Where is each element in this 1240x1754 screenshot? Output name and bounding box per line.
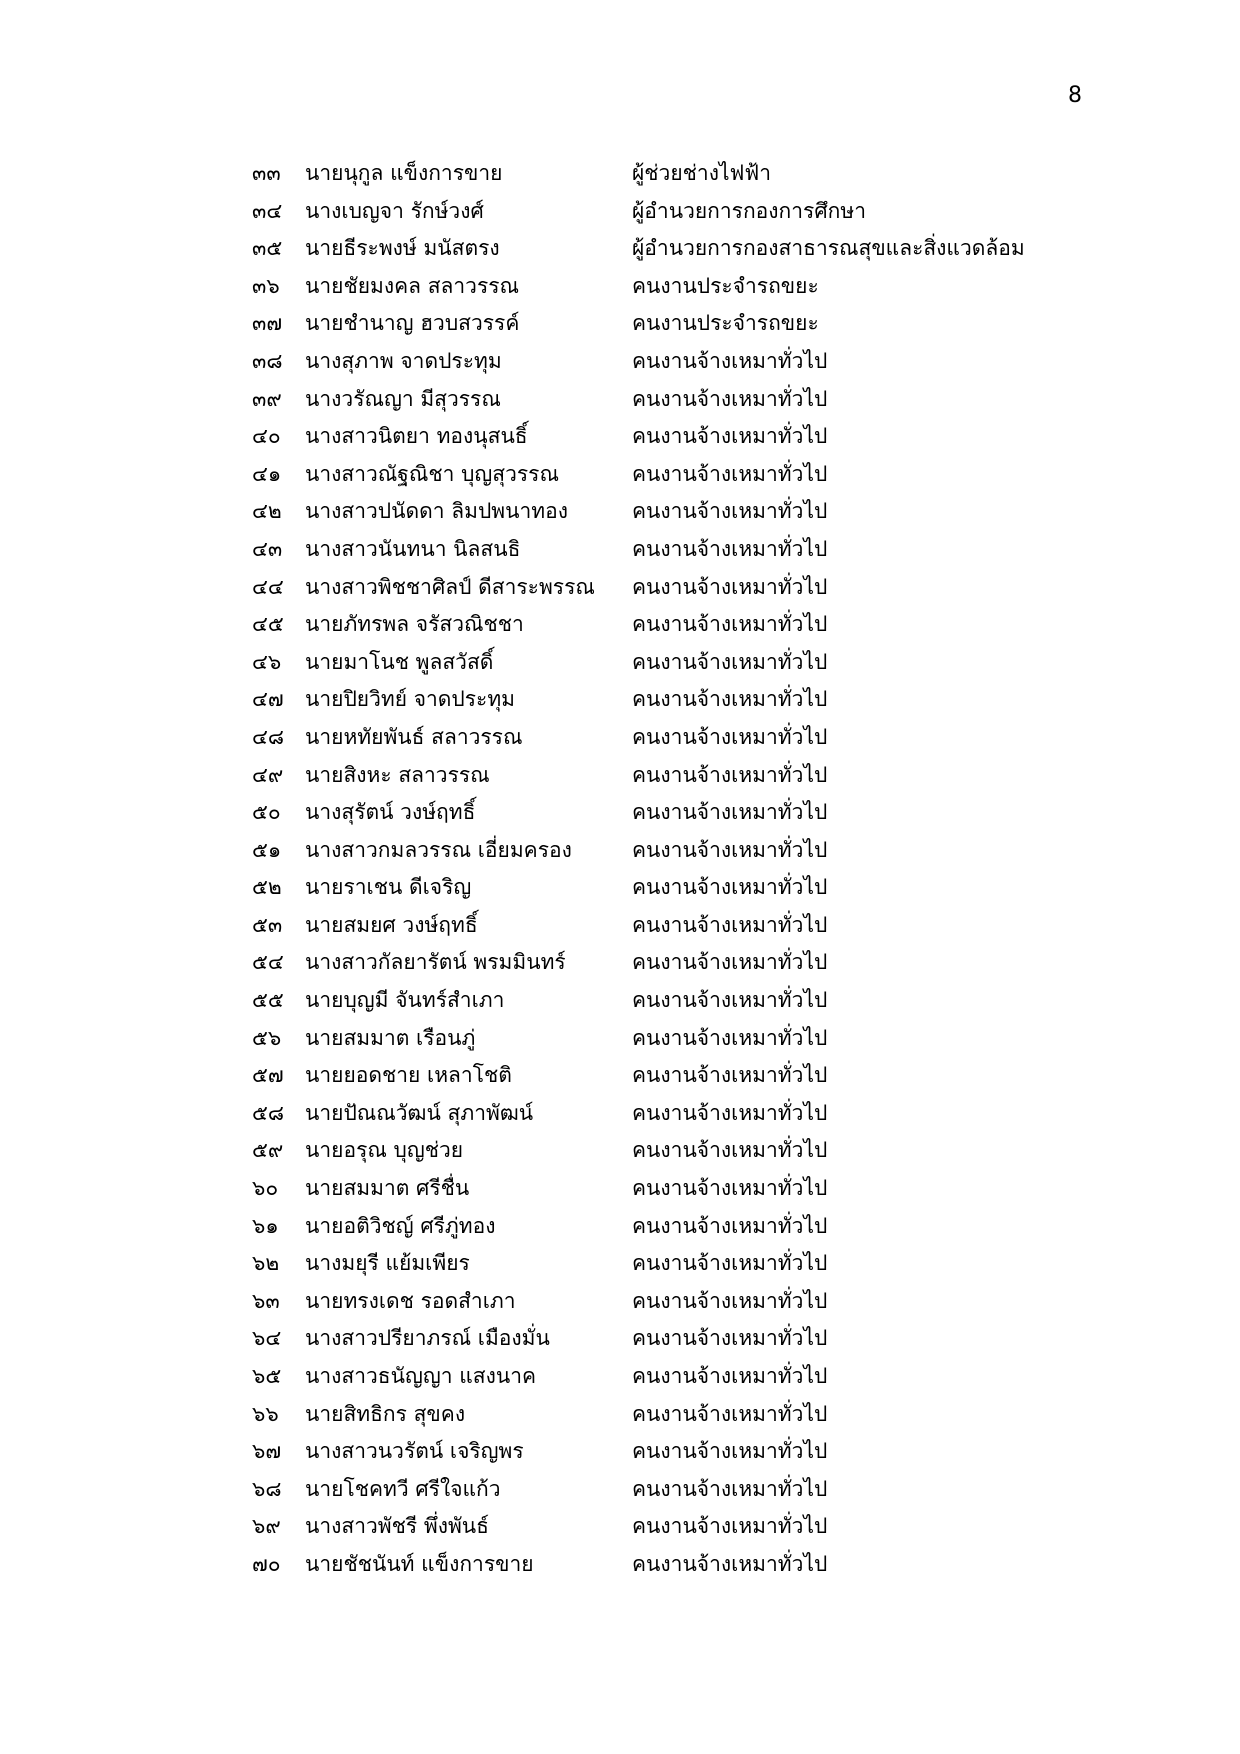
position-title: คนงานจ้างเหมาทั่วไป — [632, 950, 828, 975]
position-title: คนงานจ้างเหมาทั่วไป — [632, 724, 828, 749]
item-number: ๓๙ — [252, 386, 282, 411]
item-number: ๕๑ — [252, 837, 282, 862]
item-number: ๖๖ — [252, 1401, 279, 1426]
position-title: คนงานจ้างเหมาทั่วไป — [632, 612, 828, 637]
list-item — [0, 1132, 1240, 1170]
list-item — [0, 1170, 1240, 1208]
list-item — [0, 343, 1240, 381]
person-name: นางสาวปรียาภรณ์ เมืองมั่น — [305, 1326, 550, 1351]
position-title: คนงานจ้างเหมาทั่วไป — [632, 1213, 828, 1238]
list-item — [0, 381, 1240, 419]
list-item — [0, 1095, 1240, 1133]
list-item — [0, 869, 1240, 907]
item-number: ๕๗ — [252, 1063, 284, 1088]
item-number: ๕๓ — [252, 912, 283, 937]
list-item — [0, 1471, 1240, 1509]
item-number: ๔๒ — [252, 499, 282, 524]
person-name: นายมาโนช พูลสวัสดิ์ — [305, 649, 494, 674]
list-item — [0, 644, 1240, 682]
person-name: นายอรุณ บุญช่วย — [305, 1138, 464, 1163]
list-item — [0, 1546, 1240, 1584]
item-number: ๖๙ — [252, 1514, 281, 1539]
person-name: นายภัทรพล จรัสวณิชชา — [305, 612, 524, 637]
item-number: ๔๖ — [252, 649, 282, 674]
item-number: ๕๖ — [252, 1025, 282, 1050]
item-number: ๓๘ — [252, 348, 283, 373]
person-name: นายชัยมงคล สลาวรรณ — [305, 273, 520, 298]
position-title: คนงานประจำรถขยะ — [632, 311, 819, 336]
position-title: คนงานจ้างเหมาทั่วไป — [632, 1476, 828, 1501]
list-item — [0, 1433, 1240, 1471]
position-title: คนงานจ้างเหมาทั่วไป — [632, 1176, 828, 1201]
list-item — [0, 418, 1240, 456]
item-number: ๕๕ — [252, 988, 284, 1013]
person-name: นายสมมาต ศรีชื่น — [305, 1176, 470, 1201]
item-number: ๕๔ — [252, 950, 284, 975]
position-title: ผู้อำนวยการกองสาธารณสุขและสิ่งแวดล้อม — [632, 236, 1025, 261]
person-name: นายปัณณวัฒน์ สุภาพัฒน์ — [305, 1100, 534, 1125]
person-name: นางมยุรี แย้มเพียร — [305, 1251, 470, 1276]
person-name: นายสิงหะ สลาวรรณ — [305, 762, 490, 787]
position-title: คนงานจ้างเหมาทั่วไป — [632, 1401, 828, 1426]
item-number: ๓๕ — [252, 236, 283, 261]
item-number: ๖๔ — [252, 1326, 282, 1351]
person-name: นางสุภาพ จาดประทุม — [305, 348, 502, 373]
position-title: คนงานจ้างเหมาทั่วไป — [632, 649, 828, 674]
position-title: ผู้ช่วยช่างไฟฟ้า — [632, 161, 772, 185]
list-item — [0, 1358, 1240, 1396]
item-number: ๓๖ — [252, 273, 280, 298]
list-item — [0, 1020, 1240, 1058]
item-number: ๔๑ — [252, 461, 282, 486]
person-name: นายสมยศ วงษ์ฤทธิ์ — [305, 912, 478, 937]
list-item — [0, 944, 1240, 982]
item-number: ๔๔ — [252, 574, 284, 599]
list-item — [0, 1508, 1240, 1546]
position-title: คนงานจ้างเหมาทั่วไป — [632, 1364, 828, 1388]
person-name: นายอติวิชญ์ ศรีภู่ทอง — [305, 1213, 496, 1238]
item-number: ๔๓ — [252, 536, 283, 561]
list-item — [0, 681, 1240, 719]
position-title: คนงานจ้างเหมาทั่วไป — [632, 499, 828, 524]
personnel-list — [0, 155, 1240, 1584]
item-number: ๔๙ — [252, 762, 284, 787]
position-title: คนงานจ้างเหมาทั่วไป — [632, 1138, 828, 1163]
person-name: นางสาวนิตยา ทองนุสนธิ์ — [305, 424, 528, 449]
list-item — [0, 1245, 1240, 1283]
person-name: นายโชคทวี ศรีใจแก้ว — [305, 1476, 501, 1501]
position-title: คนงานจ้างเหมาทั่วไป — [632, 762, 828, 787]
person-name: นางสาวนันทนา นิลสนธิ — [305, 536, 521, 561]
list-item — [0, 569, 1240, 607]
list-item — [0, 982, 1240, 1020]
position-title: คนงานจ้างเหมาทั่วไป — [632, 988, 828, 1013]
item-number: ๗๐ — [252, 1551, 281, 1576]
person-name: นางเบญจา รักษ์วงศ์ — [305, 198, 484, 223]
position-title: คนงานจ้างเหมาทั่วไป — [632, 574, 828, 599]
person-name: นายธีระพงษ์ มนัสตรง — [305, 236, 500, 261]
person-name: นายชัชนันท์ แข็งการขาย — [305, 1551, 534, 1576]
page-number: 8 — [1068, 83, 1082, 108]
item-number: ๖๐ — [252, 1176, 279, 1201]
item-number: ๔๗ — [252, 687, 284, 712]
item-number: ๖๗ — [252, 1439, 282, 1464]
person-name: นางวรัณญา มีสุวรรณ — [305, 386, 501, 411]
list-item — [0, 230, 1240, 268]
list-item — [0, 1320, 1240, 1358]
list-item — [0, 155, 1240, 193]
item-number: ๖๒ — [252, 1251, 280, 1276]
person-name: นางสาวพัชรี พึ่งพันธ์ — [305, 1514, 489, 1539]
position-title: คนงานจ้างเหมาทั่วไป — [632, 1514, 828, 1539]
list-item — [0, 907, 1240, 945]
person-name: นายหทัยพันธ์ สลาวรรณ — [305, 724, 523, 749]
position-title: คนงานจ้างเหมาทั่วไป — [632, 1439, 828, 1464]
item-number: ๕๐ — [252, 800, 281, 825]
item-number: ๖๓ — [252, 1288, 280, 1313]
person-name: นายราเชน ดีเจริญ — [305, 875, 472, 900]
item-number: ๔๕ — [252, 612, 284, 637]
list-item — [0, 531, 1240, 569]
person-name: นายทรงเดช รอดสำเภา — [305, 1288, 516, 1313]
person-name: นางสาวณัฐณิชา บุญสุวรรณ — [305, 461, 559, 486]
position-title: คนงานจ้างเหมาทั่วไป — [632, 386, 828, 411]
list-item — [0, 1057, 1240, 1095]
position-title: คนงานจ้างเหมาทั่วไป — [632, 1326, 828, 1351]
position-title: คนงานจ้างเหมาทั่วไป — [632, 424, 828, 449]
list-item — [0, 794, 1240, 832]
position-title: คนงานจ้างเหมาทั่วไป — [632, 912, 828, 937]
position-title: คนงานจ้างเหมาทั่วไป — [632, 536, 828, 561]
item-number: ๕๒ — [252, 875, 282, 900]
person-name: นายบุญมี จันทร์สำเภา — [305, 988, 505, 1013]
list-item — [0, 832, 1240, 870]
position-title: คนงานจ้างเหมาทั่วไป — [632, 1288, 828, 1313]
position-title: คนงานจ้างเหมาทั่วไป — [632, 687, 828, 712]
person-name: นางสาวธนัญญา แสงนาค — [305, 1364, 537, 1388]
list-item — [0, 606, 1240, 644]
person-name: นางสาวกัลยารัตน์ พรมมินทร์ — [305, 950, 566, 975]
list-item — [0, 193, 1240, 231]
list-item — [0, 757, 1240, 795]
person-name: นายสมมาต เรือนภู่ — [305, 1025, 476, 1050]
item-number: ๓๗ — [252, 311, 283, 336]
person-name: นายชำนาญ ฮวบสวรรค์ — [305, 311, 520, 336]
person-name: นางสาวนวรัตน์ เจริญพร — [305, 1439, 524, 1464]
list-item — [0, 1283, 1240, 1321]
person-name: นางสุรัตน์ วงษ์ฤทธิ์ — [305, 800, 476, 825]
item-number: ๖๕ — [252, 1364, 282, 1388]
position-title: คนงานจ้างเหมาทั่วไป — [632, 875, 828, 900]
person-name: นายสิทธิกร สุขคง — [305, 1401, 466, 1426]
position-title: คนงานจ้างเหมาทั่วไป — [632, 800, 828, 825]
person-name: นางสาวพิชชาศิลป์ ดีสาระพรรณ — [305, 574, 595, 599]
position-title: คนงานจ้างเหมาทั่วไป — [632, 1025, 828, 1050]
item-number: ๔๐ — [252, 424, 281, 449]
position-title: คนงานจ้างเหมาทั่วไป — [632, 1100, 828, 1125]
position-title: คนงานจ้างเหมาทั่วไป — [632, 1551, 828, 1576]
list-item — [0, 1396, 1240, 1434]
item-number: ๔๘ — [252, 724, 285, 749]
list-item — [0, 1208, 1240, 1246]
list-item — [0, 493, 1240, 531]
item-number: ๓๓ — [252, 161, 281, 185]
item-number: ๕๘ — [252, 1100, 285, 1125]
list-item — [0, 719, 1240, 757]
item-number: ๖๘ — [252, 1476, 282, 1501]
person-name: นางสาวกมลวรรณ เอี่ยมครอง — [305, 837, 572, 862]
list-item — [0, 268, 1240, 306]
person-name: นายยอดชาย เหลาโชติ — [305, 1063, 512, 1088]
list-item — [0, 456, 1240, 494]
person-name: นางสาวปนัดดา ลิมปพนาทอง — [305, 499, 568, 524]
item-number: ๖๑ — [252, 1213, 279, 1238]
position-title: คนงานจ้างเหมาทั่วไป — [632, 1063, 828, 1088]
person-name: นายนุกูล แข็งการขาย — [305, 161, 503, 185]
list-item — [0, 305, 1240, 343]
person-name: นายปิยวิทย์ จาดประทุม — [305, 687, 516, 712]
position-title: คนงานจ้างเหมาทั่วไป — [632, 1251, 828, 1276]
position-title: คนงานจ้างเหมาทั่วไป — [632, 837, 828, 862]
position-title: คนงานประจำรถขยะ — [632, 273, 819, 298]
item-number: ๓๔ — [252, 198, 283, 223]
position-title: คนงานจ้างเหมาทั่วไป — [632, 461, 828, 486]
item-number: ๕๙ — [252, 1138, 284, 1163]
position-title: คนงานจ้างเหมาทั่วไป — [632, 348, 828, 373]
position-title: ผู้อำนวยการกองการศึกษา — [632, 198, 866, 223]
